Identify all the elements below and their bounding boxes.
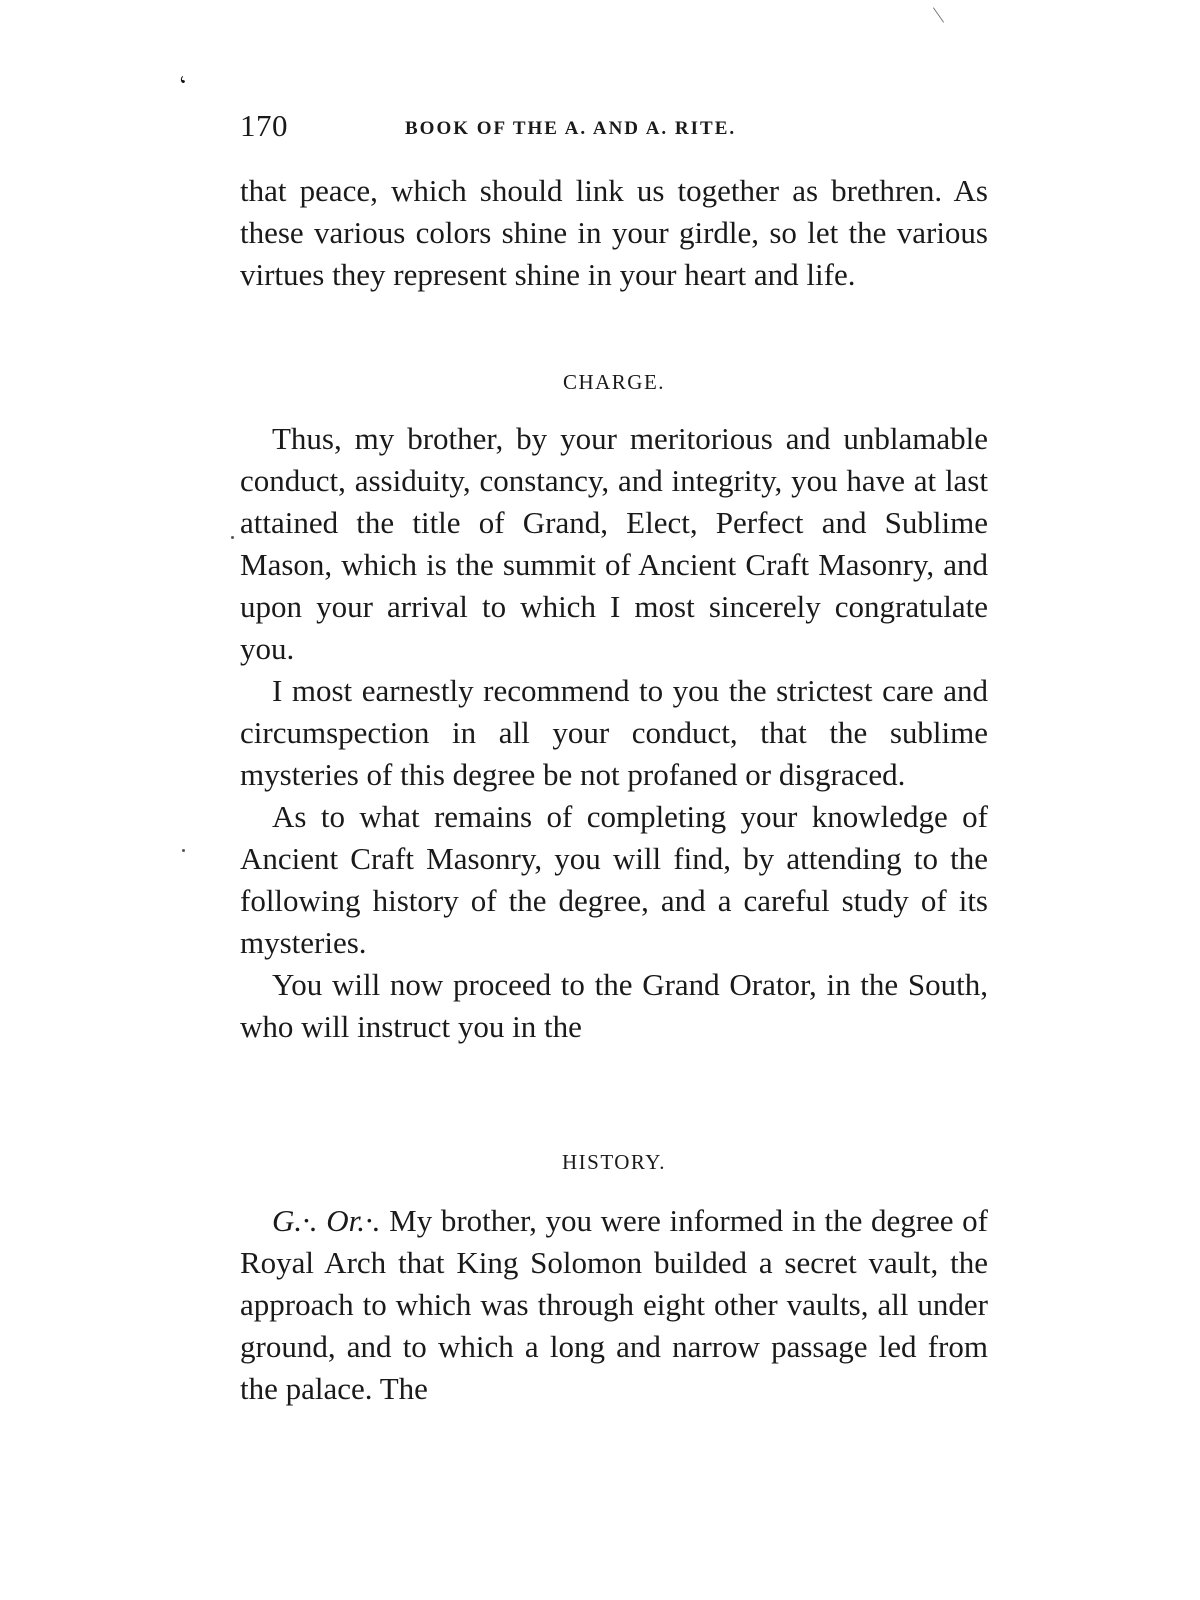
charge-section: [240, 418, 988, 1048]
ink-tick-mark: ‘: [174, 69, 197, 100]
corner-scratch-mark: [933, 7, 944, 22]
ink-speck: [231, 536, 234, 539]
ink-speck: [182, 849, 185, 852]
page-number: 170: [240, 108, 288, 143]
running-title: BOOK OF THE A. AND A. RITE.: [405, 118, 737, 139]
history-paragraph: [240, 1200, 988, 1410]
opening-text: that peace, which should link us together as brethren. As these various colors shine in your girdle, so let the various virtues they represent shine in your heart and life.: [240, 173, 988, 292]
page-header: [240, 108, 980, 148]
charge-paragraph: Thus, my brother, by your meritorious and unblamable conduct, assiduity, constancy, and integrity, you have at last attained the title of Grand, Elect, Perfect and Sublime Mason, which is the summit of Ancient Craft Masonry, and upon your arrival to which I most sincerely congratulate you.: [240, 421, 988, 666]
history-text: My brother, you were informed in the degree of Royal Arch that King Solomon builded a secret vault, the approach to which was through eight other vaults, all under ground, and to which a long and narrow passage led from the palace. The: [240, 1203, 988, 1406]
history-section: [240, 1200, 988, 1410]
charge-paragraph: You will now proceed to the Grand Orator, in the South, who will instruct you in the: [240, 967, 988, 1044]
charge-paragraph: I most earnestly recommend to you the strictest care and circumspection in all your conduct, that the sublime mysteries of this degree be not profaned or disgraced.: [240, 673, 988, 792]
speaker-label: G.·. Or.·.: [272, 1203, 381, 1238]
charge-paragraph: As to what remains of completing your knowledge of Ancient Craft Masonry, you will find, by attending to the following history of the degree, and a careful study of its mysteries.: [240, 799, 988, 960]
opening-paragraph: [240, 170, 988, 296]
history-heading: HISTORY.: [561, 1150, 666, 1174]
charge-heading: CHARGE.: [562, 370, 666, 394]
